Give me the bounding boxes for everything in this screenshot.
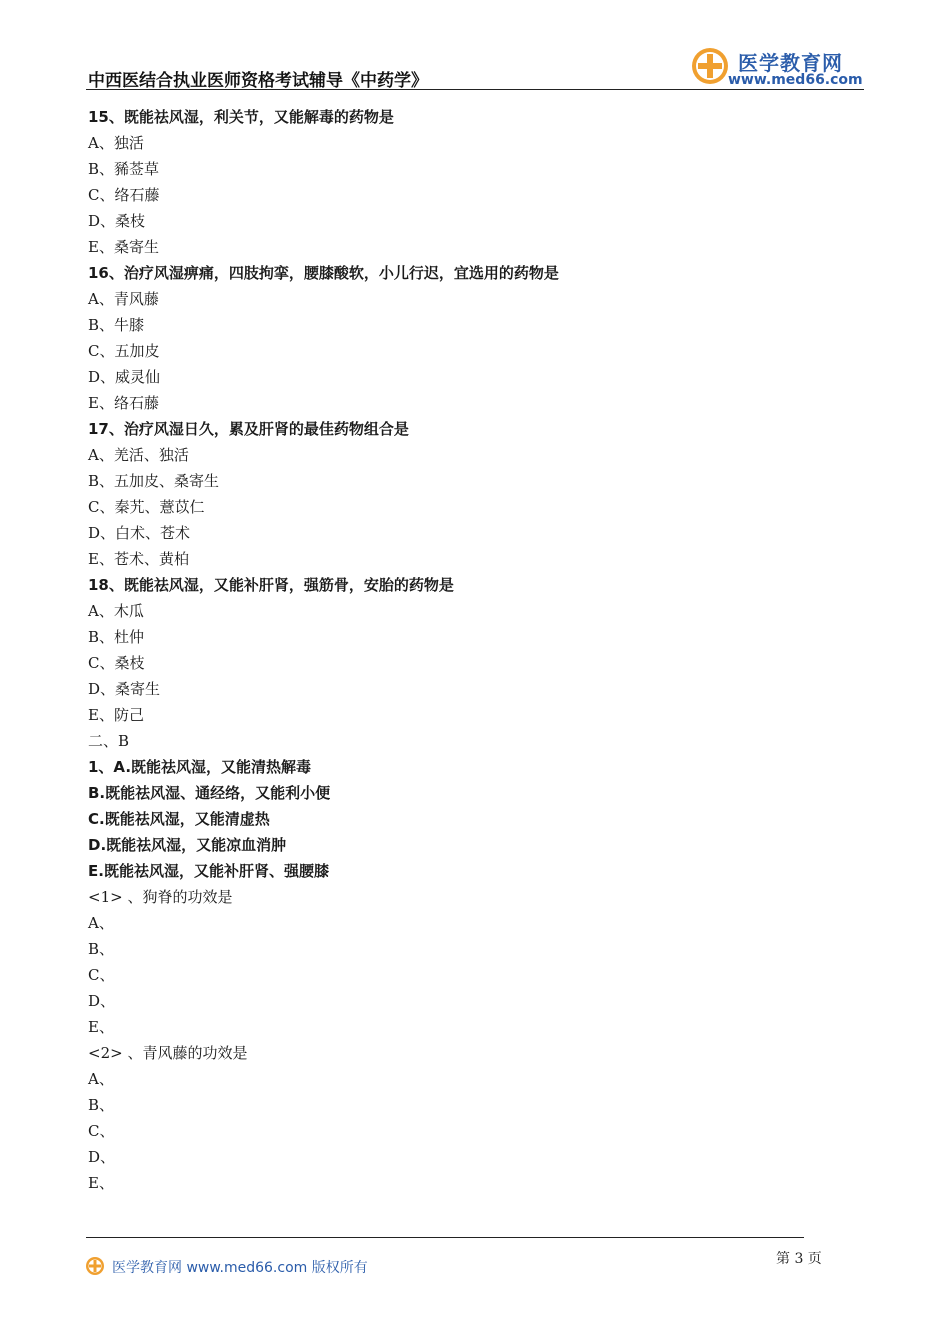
question-line: C、	[88, 966, 115, 984]
question-stem: D.既能祛风湿，又能凉血消肿	[88, 836, 287, 854]
question-line: C、	[88, 1122, 115, 1140]
question-line: C、桑枝	[88, 654, 145, 672]
question-line: D、桑寄生	[88, 680, 161, 698]
question-line: A、独活	[88, 134, 144, 152]
question-line: 二、B	[88, 732, 130, 750]
question-line: A、	[88, 1070, 114, 1088]
question-line: B、	[88, 940, 115, 958]
question-line: D、	[88, 992, 116, 1010]
question-line: <2> 、青风藤的功效是	[88, 1044, 248, 1062]
question-line: D、桑枝	[88, 212, 146, 230]
question-line: B、豨莶草	[88, 160, 160, 178]
footer-logo-icon	[85, 1256, 105, 1276]
question-line: <1> 、狗脊的功效是	[88, 888, 233, 906]
question-line: E、络石藤	[88, 394, 159, 412]
question-stem: E.既能祛风湿，又能补肝肾、强腰膝	[88, 862, 329, 880]
footer-copyright: 医学教育网 www.med66.com 版权所有	[112, 1260, 368, 1276]
question-stem: 16、治疗风湿痹痛，四肢拘挛，腰膝酸软，小儿行迟，宜选用的药物是	[88, 264, 559, 282]
question-line: A、木瓜	[88, 602, 144, 620]
question-stem: 18、既能祛风湿，又能补肝肾，强筋骨，安胎的药物是	[88, 576, 454, 594]
footer-divider	[86, 1237, 804, 1238]
question-line: B、杜仲	[88, 628, 145, 646]
question-line: B、	[88, 1096, 115, 1114]
question-line: A、羌活、独活	[88, 446, 189, 464]
question-line: E、苍术、黄柏	[88, 550, 189, 568]
question-stem: 17、治疗风湿日久，累及肝肾的最佳药物组合是	[88, 420, 409, 438]
header-divider	[86, 89, 864, 90]
question-line: C、络石藤	[88, 186, 160, 204]
question-line: D、白术、苍术	[88, 524, 191, 542]
question-line: B、五加皮、桑寄生	[88, 472, 220, 490]
document-header-title: 中西医结合执业医师资格考试辅导《中药学》	[88, 71, 428, 91]
page-number: 第 3 页	[776, 1251, 822, 1267]
question-stem: 1、A.既能祛风湿，又能清热解毒	[88, 758, 312, 776]
question-line: C、秦艽、薏苡仁	[88, 498, 205, 516]
question-line: B、牛膝	[88, 316, 145, 334]
question-line: E、桑寄生	[88, 238, 159, 256]
question-line: A、青风藤	[88, 290, 159, 308]
question-stem: B.既能祛风湿、通经络，又能利小便	[88, 784, 331, 802]
question-line: A、	[88, 914, 114, 932]
question-line: D、威灵仙	[88, 368, 161, 386]
logo-brand-name: 医学教育网	[738, 51, 843, 75]
question-line: C、五加皮	[88, 342, 160, 360]
question-list	[88, 104, 848, 1196]
question-stem: 15、既能祛风湿，利关节，又能解毒的药物是	[88, 108, 394, 126]
question-line: D、	[88, 1148, 116, 1166]
logo-brand-url: www.med66.com	[728, 72, 863, 88]
question-line: E、	[88, 1174, 114, 1192]
question-line: E、	[88, 1018, 114, 1036]
question-line: E、防己	[88, 706, 144, 724]
question-stem: C.既能祛风湿，又能清虚热	[88, 810, 270, 828]
